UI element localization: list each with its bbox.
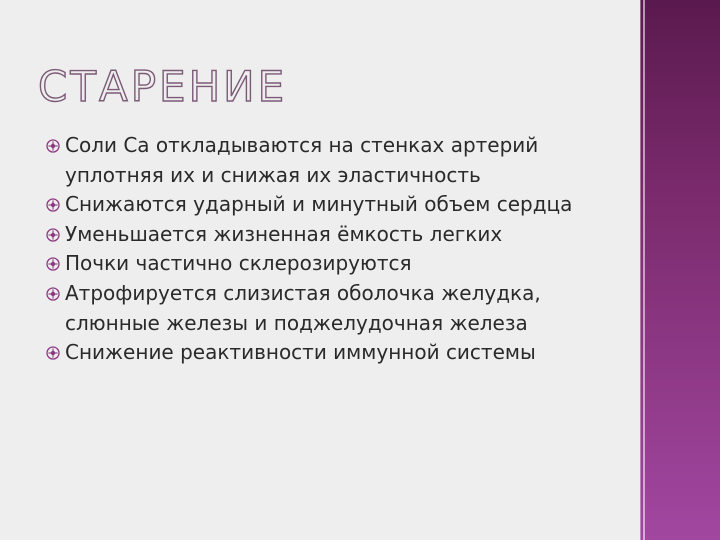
circle-gear-bullet-icon	[46, 287, 60, 301]
bullet-text: Снижение реактивности иммунной системы	[65, 340, 536, 365]
bullet-text: Снижаются ударный и минутный объем сердца	[65, 192, 573, 217]
bullet-item	[46, 131, 626, 190]
bullet-list	[46, 131, 626, 368]
bullet-item	[46, 279, 626, 338]
decorative-side-band	[640, 0, 720, 540]
bullet-text: Почки частично склерозируются	[65, 251, 412, 276]
circle-gear-bullet-icon	[46, 257, 60, 271]
circle-gear-bullet-icon	[46, 346, 60, 360]
slide-title: СТАРЕНИЕ	[38, 62, 288, 111]
circle-gear-bullet-icon	[46, 198, 60, 212]
bullet-text: Уменьшается жизненная ёмкость легких	[65, 221, 503, 246]
bullet-text: Атрофируется слизистая оболочка желудка, слюнные железы и поджелудочная железа	[65, 280, 541, 335]
circle-gear-bullet-icon	[46, 139, 60, 153]
bullet-item	[46, 220, 626, 250]
bullet-item	[46, 338, 626, 368]
bullet-item	[46, 190, 626, 220]
bullet-item	[46, 249, 626, 279]
circle-gear-bullet-icon	[46, 228, 60, 242]
bullet-text: Соли Ca откладываются на стенках артерий уплотняя их и снижая их эластичность	[65, 133, 539, 187]
